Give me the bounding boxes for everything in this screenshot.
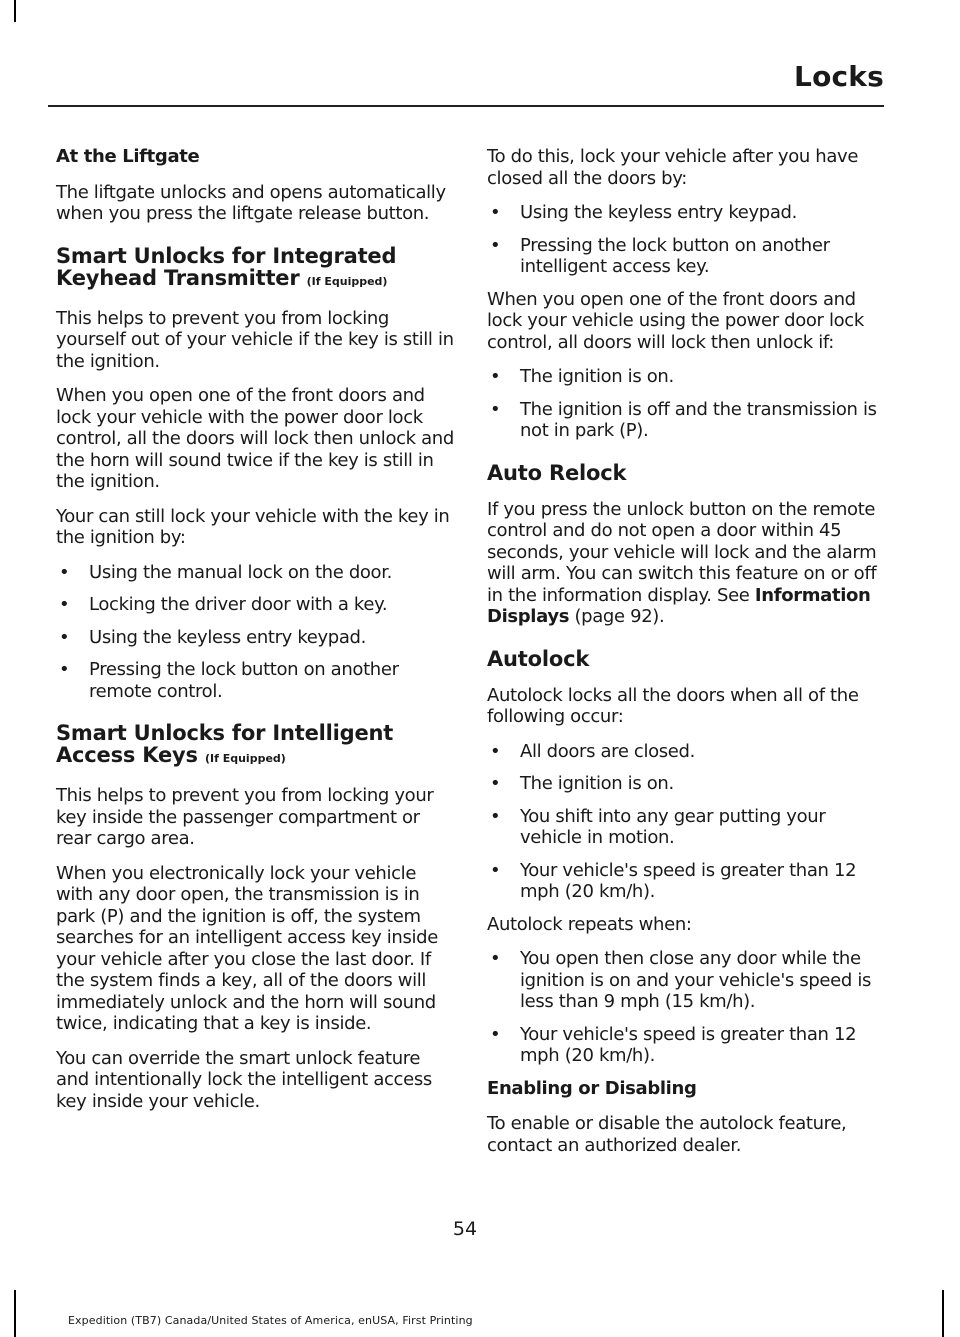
page-reference: (page 92). — [574, 606, 665, 627]
bullet-icon: • — [59, 626, 70, 648]
page-number: 54 — [452, 1218, 478, 1240]
list-item — [56, 627, 454, 649]
list-item — [56, 594, 454, 616]
list-item — [487, 202, 885, 224]
list-item-text: Using the keyless entry keypad. — [520, 202, 798, 223]
list-item-text: Using the keyless entry keypad. — [89, 626, 367, 648]
ia-paragraph-2: When you electronically lock your vehicle with any door open, the transmission is in park (P) and the ignition is off, the system searches for an intelligent access key inside your vehicle after you close the last door. If the system finds a key, all of the doors will immediately unlock and the horn will sound twice, indicating that a key is inside. — [56, 862, 438, 1034]
autolock-paragraph-2: Autolock repeats when: — [487, 913, 692, 935]
header-rule — [48, 105, 884, 107]
autolock-heading: Autolock — [487, 646, 590, 671]
list-item — [487, 806, 885, 849]
list-item-text: The ignition is on. — [520, 773, 674, 794]
keyhead-paragraph-1: This helps to prevent you from locking yourself out of your vehicle if the key is still in the ignition. — [56, 307, 454, 372]
bullet-icon: • — [490, 805, 501, 827]
autolock-bullet-list — [487, 741, 885, 903]
ia-paragraph-3: You can override the smart unlock feature and intentionally lock the intelligent access key inside your vehicle. — [56, 1047, 432, 1112]
page-title: Locks — [794, 60, 884, 93]
auto-relock-text — [487, 499, 885, 628]
list-item — [487, 741, 885, 763]
list-item-text: Locking the driver door with a key. — [89, 594, 388, 615]
bullet-icon: • — [59, 594, 70, 615]
list-item-text: Pressing the lock button on another remote control. — [89, 659, 399, 702]
liftgate-heading: At the Liftgate — [56, 146, 200, 167]
list-item — [487, 366, 885, 388]
list-item-text: The ignition is off and the transmission is not in park (P). — [520, 398, 877, 441]
keyhead-heading — [56, 245, 454, 293]
list-item — [487, 773, 885, 795]
crop-mark-bottom-right — [942, 1290, 944, 1337]
right-paragraph-1: To do this, lock your vehicle after you have closed all the doors by: — [487, 146, 859, 189]
bullet-icon: • — [490, 859, 501, 881]
bullet-icon: • — [59, 659, 70, 680]
list-item-text: You open then close any door while the ignition is on and your vehicle's speed is less than 9 mph (15 km/h). — [520, 948, 871, 1012]
ia-heading-text: Smart Unlocks for Intelligent Access Keys — [56, 721, 394, 767]
right-column — [487, 146, 885, 1169]
bullet-icon: • — [59, 561, 70, 583]
liftgate-text: The liftgate unlocks and opens automatically when you press the liftgate release button. — [56, 181, 446, 224]
bullet-icon: • — [490, 366, 501, 387]
list-item — [487, 235, 885, 278]
bullet-icon: • — [490, 740, 501, 762]
right-bullet-list-2 — [487, 366, 885, 442]
list-item-text: Pressing the lock button on another intelligent access key. — [520, 234, 830, 277]
footer-text: Expedition (TB7) Canada/United States of America, enUSA, First Printing — [68, 1314, 473, 1327]
keyhead-bullet-list — [56, 562, 454, 703]
crop-mark-top-left — [14, 0, 16, 22]
list-item-text: The ignition is on. — [520, 366, 674, 387]
autolock-bullet-list-2 — [487, 948, 885, 1067]
list-item-text: All doors are closed. — [520, 740, 695, 762]
autolock-paragraph-1: Autolock locks all the doors when all of the following occur: — [487, 684, 859, 727]
enabling-text: To enable or disable the autolock feature, contact an authorized dealer. — [487, 1113, 847, 1156]
bullet-icon: • — [490, 948, 501, 969]
left-column — [56, 146, 454, 1125]
list-item-text: Your vehicle's speed is greater than 12 mph (20 km/h). — [520, 859, 857, 902]
list-item — [487, 399, 885, 442]
ia-heading — [56, 722, 454, 770]
list-item — [487, 860, 885, 903]
keyhead-paragraph-3: Your can still lock your vehicle with the key in the ignition by: — [56, 505, 450, 548]
keyhead-paragraph-2: When you open one of the front doors and lock your vehicle with the power door lock control, all the doors will lock then unlock and the horn will sound twice if the key is still in the ignition. — [56, 385, 454, 492]
list-item — [56, 562, 454, 584]
enabling-heading: Enabling or Disabling — [487, 1077, 697, 1099]
ia-paragraph-1: This helps to prevent you from locking your key inside the passenger compartment or rear cargo area. — [56, 785, 434, 849]
information-displays-link[interactable]: Information Displays — [487, 584, 871, 627]
bullet-icon: • — [490, 202, 501, 223]
list-item-text: You shift into any gear putting your vehicle in motion. — [520, 805, 826, 848]
bullet-icon: • — [490, 398, 501, 420]
keyhead-equipped-tag: (If Equipped) — [306, 274, 388, 288]
bullet-icon: • — [490, 773, 501, 794]
right-bullet-list-1 — [487, 202, 885, 278]
list-item-text: Your vehicle's speed is greater than 12 mph (20 km/h). — [520, 1023, 857, 1066]
list-item-text: Using the manual lock on the door. — [89, 561, 392, 583]
bullet-icon: • — [490, 234, 501, 256]
list-item — [56, 659, 454, 702]
auto-relock-heading: Auto Relock — [487, 460, 627, 485]
keyhead-heading-text: Smart Unlocks for Integrated Keyhead Transmitter — [56, 243, 397, 290]
right-paragraph-2: When you open one of the front doors and lock your vehicle using the power door lock control, all doors will lock then unlock if: — [487, 288, 864, 353]
ia-equipped-tag: (If Equipped) — [204, 752, 286, 765]
list-item — [487, 948, 885, 1013]
crop-mark-bottom-left — [14, 1290, 16, 1337]
list-item — [487, 1024, 885, 1067]
bullet-icon: • — [490, 1023, 501, 1045]
auto-relock-body: If you press the unlock button on the remote control and do not open a door within 45 seconds, your vehicle will lock and the alarm will arm. You can switch this feature on or off in the information display. See — [487, 498, 877, 606]
